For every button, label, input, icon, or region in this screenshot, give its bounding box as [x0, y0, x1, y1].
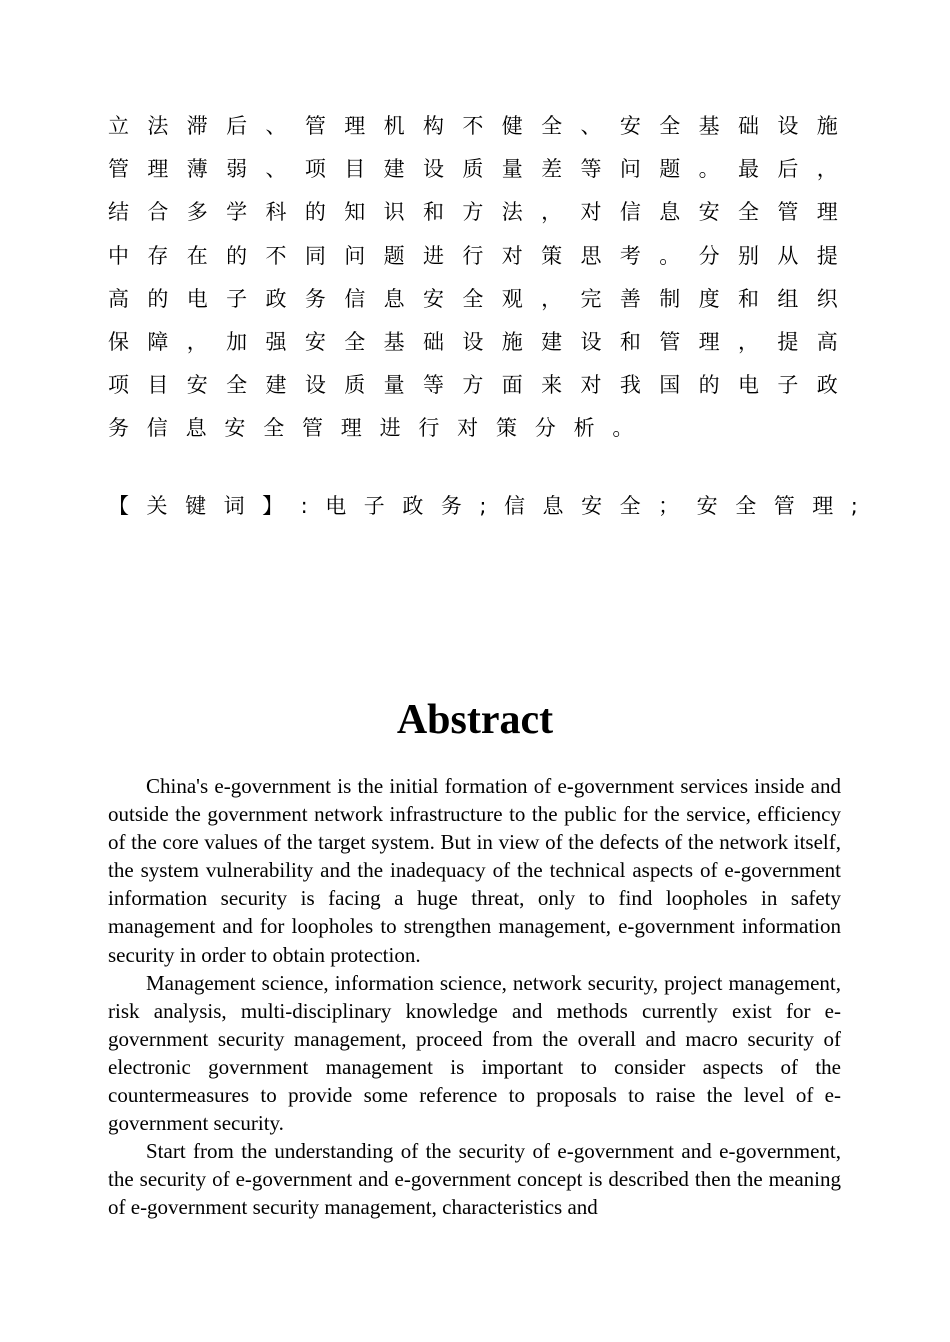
chinese-line	[108, 321, 838, 364]
chinese-char: 项	[108, 373, 129, 398]
abstract-paragraph: Management science, information science, network security, project management, risk analysis, multi-disciplinary knowledge and methods currently exist for e-government security management, proceed from the overall and macro security of electronic government management is important to consider aspects of the countermeasures to provide some reference to proposals to raise the level of e-government security.	[108, 970, 841, 1136]
chinese-char: 目	[344, 157, 366, 182]
chinese-char: 来	[541, 373, 563, 398]
chinese-char: 和	[423, 200, 444, 225]
chinese-char: 的	[226, 243, 248, 268]
chinese-char: 全	[263, 416, 285, 441]
chinese-char: 合	[147, 200, 169, 225]
chinese-char: 础	[423, 329, 444, 354]
chinese-char: 保	[108, 329, 129, 354]
chinese-char: 面	[501, 373, 523, 398]
chinese-char: 安	[186, 373, 208, 398]
chinese-char: 施	[501, 329, 523, 354]
chinese-char: 质	[462, 157, 484, 182]
chinese-char: 的	[304, 200, 326, 225]
abstract-body	[108, 772, 841, 1222]
chinese-char: 基	[698, 114, 720, 138]
chinese-char: 全	[226, 373, 248, 398]
keyword-char: 词	[223, 494, 245, 518]
keyword-char: ;	[479, 494, 487, 518]
chinese-char: 、	[265, 114, 287, 138]
chinese-line	[108, 407, 838, 450]
keyword-char: 】	[262, 494, 284, 518]
chinese-char: 安	[224, 416, 246, 441]
chinese-char: 进	[379, 416, 401, 441]
chinese-char: 信	[619, 200, 641, 225]
chinese-char: ，	[186, 329, 208, 354]
keyword-char: 全	[619, 494, 641, 518]
chinese-char: 对	[580, 373, 602, 398]
chinese-char: 建	[383, 157, 405, 182]
chinese-char: 量	[501, 157, 523, 182]
chinese-char: 同	[304, 243, 326, 268]
chinese-char: 高	[108, 286, 129, 311]
chinese-char: 理	[340, 416, 362, 441]
chinese-char: 量	[383, 373, 405, 398]
chinese-char: 障	[147, 329, 169, 354]
keyword-char: 全	[735, 494, 757, 518]
chinese-char: 设	[304, 373, 326, 398]
chinese-char: 在	[186, 243, 208, 268]
chinese-line	[108, 191, 838, 234]
chinese-char: 法	[501, 200, 523, 225]
chinese-char: 结	[108, 200, 129, 225]
chinese-char: 国	[659, 373, 681, 398]
chinese-char: 多	[186, 200, 208, 225]
chinese-char: 管	[301, 416, 323, 441]
chinese-char: 础	[738, 114, 759, 138]
chinese-char: 全	[659, 114, 681, 138]
chinese-char: 进	[423, 243, 444, 268]
chinese-abstract-text	[108, 105, 838, 451]
keyword-char: ;	[850, 494, 858, 518]
chinese-char: 、	[580, 114, 602, 138]
chinese-char: 对	[501, 243, 523, 268]
chinese-char: ，	[816, 157, 838, 182]
chinese-keywords	[108, 488, 858, 524]
chinese-line	[108, 278, 838, 321]
chinese-char: 构	[423, 114, 444, 138]
chinese-char: 理	[816, 200, 838, 225]
chinese-char: 制	[659, 286, 681, 311]
keyword-char: 安	[696, 494, 718, 518]
chinese-char: 息	[185, 416, 207, 441]
chinese-char: 织	[816, 286, 838, 311]
abstract-paragraph: China's e-government is the initial formation of e-government services inside and outside the government network infrastructure to the public for the service, efficiency of the core values of the target system. But in view of the defects of the network itself, the system vulnerability and the inadequacy of the technical aspects of e-government information security is facing a huge threat, only to find loopholes in safety management and for loopholes to strengthen management, e-government information security in order to obtain protection.	[108, 774, 841, 967]
keyword-char: 子	[363, 494, 385, 518]
chinese-char: 科	[265, 200, 287, 225]
chinese-char: 知	[344, 200, 366, 225]
chinese-char: 加	[226, 329, 248, 354]
chinese-char: 中	[108, 243, 129, 268]
chinese-char: 建	[265, 373, 287, 398]
chinese-char: 分	[698, 243, 720, 268]
chinese-char: 善	[619, 286, 641, 311]
chinese-char: 思	[580, 243, 602, 268]
chinese-char: 对	[580, 200, 602, 225]
abstract-title: Abstract	[396, 697, 554, 743]
chinese-char: ，	[541, 286, 563, 311]
chinese-char: 设	[580, 329, 602, 354]
chinese-char: 子	[226, 286, 248, 311]
chinese-char: ，	[738, 329, 759, 354]
chinese-char: 质	[344, 373, 366, 398]
chinese-char: 电	[186, 286, 208, 311]
keyword-char: 键	[185, 494, 207, 518]
chinese-char: 项	[304, 157, 326, 182]
chinese-char: 施	[816, 114, 838, 138]
chinese-char: 问	[619, 157, 641, 182]
chinese-char: 学	[226, 200, 248, 225]
chinese-char: 。	[698, 157, 720, 182]
chinese-char: 行	[462, 243, 484, 268]
keyword-char: 息	[542, 494, 564, 518]
chinese-char: 提	[777, 329, 799, 354]
chinese-char: 电	[738, 373, 759, 398]
chinese-char: 等	[423, 373, 444, 398]
chinese-char: 健	[501, 114, 523, 138]
chinese-char: 全	[738, 200, 759, 225]
chinese-line	[108, 105, 838, 148]
chinese-char: 建	[541, 329, 563, 354]
chinese-char: 后	[226, 114, 248, 138]
chinese-char: 安	[619, 114, 641, 138]
chinese-char: 安	[304, 329, 326, 354]
chinese-char: 方	[462, 200, 484, 225]
chinese-char: 机	[383, 114, 405, 138]
chinese-char: 管	[777, 200, 799, 225]
chinese-char: 信	[344, 286, 366, 311]
keyword-char: 信	[504, 494, 525, 518]
chinese-char: 策	[495, 416, 517, 441]
chinese-char: 强	[265, 329, 287, 354]
keyword-char: 电	[325, 494, 347, 518]
chinese-char: 观	[501, 286, 523, 311]
chinese-char: 组	[777, 286, 799, 311]
chinese-char: 存	[147, 243, 169, 268]
keyword-char: :	[300, 494, 308, 518]
chinese-char: 完	[580, 286, 602, 311]
chinese-char: 我	[619, 373, 641, 398]
keyword-char: 关	[146, 494, 168, 518]
chinese-char: 薄	[186, 157, 208, 182]
chinese-char: 务	[304, 286, 326, 311]
chinese-char: 信	[146, 416, 168, 441]
chinese-char: 管	[304, 114, 326, 138]
chinese-char: 管	[659, 329, 681, 354]
chinese-char: 的	[698, 373, 720, 398]
chinese-char: 滞	[186, 114, 208, 138]
keyword-char: 务	[440, 494, 462, 518]
chinese-char: 设	[462, 329, 484, 354]
chinese-char: 理	[344, 114, 366, 138]
chinese-char: 行	[418, 416, 440, 441]
chinese-char: 策	[541, 243, 563, 268]
chinese-char: 子	[777, 373, 799, 398]
chinese-char: 立	[108, 114, 129, 138]
chinese-char: 提	[816, 243, 838, 268]
chinese-char: 高	[816, 329, 838, 354]
chinese-char: 全	[344, 329, 366, 354]
chinese-char: 后	[777, 157, 799, 182]
chinese-char: 不	[265, 243, 287, 268]
chinese-char: 等	[580, 157, 602, 182]
chinese-char: 基	[383, 329, 405, 354]
chinese-line	[108, 148, 838, 191]
chinese-char: 全	[541, 114, 563, 138]
chinese-char: 识	[383, 200, 405, 225]
chinese-char: 务	[108, 416, 129, 441]
chinese-char: 全	[462, 286, 484, 311]
chinese-char: 法	[147, 114, 169, 138]
chinese-char: 设	[423, 157, 444, 182]
keyword-char: 政	[402, 494, 424, 518]
chinese-char: 的	[147, 286, 169, 311]
chinese-char: 差	[541, 157, 563, 182]
chinese-char: 安	[423, 286, 444, 311]
chinese-char: 考	[619, 243, 641, 268]
chinese-char: 政	[265, 286, 287, 311]
keyword-char: 管	[773, 494, 795, 518]
chinese-char: 、	[265, 157, 287, 182]
keyword-char: 安	[581, 494, 603, 518]
chinese-char: ，	[541, 200, 563, 225]
chinese-char: 设	[777, 114, 799, 138]
chinese-char: 管	[108, 157, 129, 182]
chinese-char: 。	[659, 243, 681, 268]
chinese-line	[108, 235, 838, 278]
chinese-char: 对	[457, 416, 479, 441]
chinese-char: 题	[383, 243, 405, 268]
chinese-char: 度	[698, 286, 720, 311]
chinese-char: 弱	[226, 157, 248, 182]
chinese-char: 息	[383, 286, 405, 311]
chinese-char: 和	[738, 286, 759, 311]
abstract-paragraph: Start from the understanding of the security of e-government and e-government, the security of e-government and e-government concept is described then the meaning of e-government security management, characteristics and	[108, 1139, 841, 1220]
chinese-char: 息	[659, 200, 681, 225]
chinese-char: 政	[816, 373, 838, 398]
chinese-line	[108, 364, 838, 407]
chinese-char: 问	[344, 243, 366, 268]
chinese-char: 从	[777, 243, 799, 268]
chinese-char: 安	[698, 200, 720, 225]
chinese-char: 最	[738, 157, 759, 182]
keyword-char: ；	[658, 494, 680, 518]
keyword-char: 理	[812, 494, 834, 518]
chinese-char: 理	[147, 157, 169, 182]
chinese-char: 理	[698, 329, 720, 354]
chinese-char: 别	[738, 243, 759, 268]
chinese-char: 析	[573, 416, 595, 441]
chinese-char: 不	[462, 114, 484, 138]
chinese-char: 题	[659, 157, 681, 182]
keyword-char: 【	[108, 494, 129, 518]
chinese-char: 目	[147, 373, 169, 398]
chinese-char: 。	[612, 416, 634, 441]
chinese-char: 和	[619, 329, 641, 354]
chinese-char: 方	[462, 373, 484, 398]
chinese-char: 分	[534, 416, 556, 441]
